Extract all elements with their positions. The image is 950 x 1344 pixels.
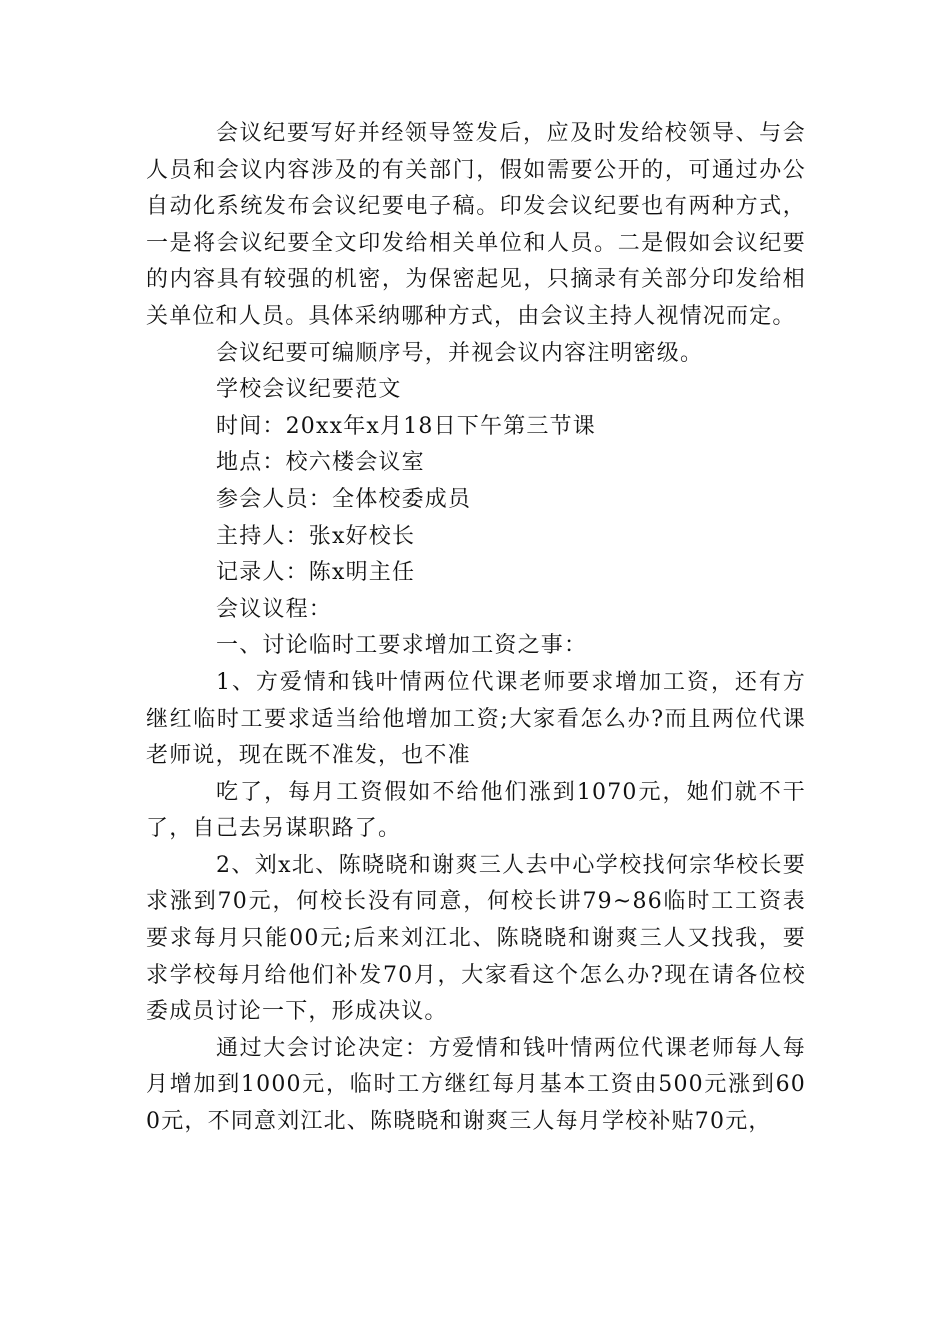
discussion-paragraph: 吃了，每月工资假如不给他们涨到1070元，她们就不干了，自己去另谋职路了。 [146, 779, 806, 842]
paragraph-distribution: 会议纪要写好并经领导签发后，应及时发给校领导、与会人员和会议内容涉及的有关部门，假如需要公开的，可通过办公自动化系统发布会议纪要电子稿。印发会议纪要也有两种方式，一是将会议纪要全文印发给相关单位和人员。二是假如会议纪要的内容具有较强的机密，为保密起见，只摘录有关部分印发给相关单位和人员。具体采纳哪种方式，由会议主持人视情况而定。 [146, 121, 806, 329]
agenda-heading: 会议议程： [216, 596, 333, 622]
meeting-recorder: 记录人：陈x明主任 [216, 560, 416, 586]
meeting-attendees: 参会人员：全体校委成员 [216, 486, 472, 512]
meeting-place: 地点：校六楼会议室 [216, 450, 425, 476]
meeting-host: 主持人：张x好校长 [216, 523, 416, 549]
paragraph-numbering: 会议纪要可编顺序号，并视会议内容注明密级。 [216, 340, 704, 366]
discussion-paragraph: 2、刘x北、陈晓晓和谢爽三人去中心学校找何宗华校长要求涨到70元，何校长没有同意，何校长讲79~86临时工工资表要求每月只能00元;后来刘江北、陈晓晓和谢爽三人又找我，要求学校每月给他们补发70月，大家看这个怎么办?现在请各位校委成员讨论一下，形成决议。 [146, 852, 806, 1025]
discussion-paragraph: 1、方爱情和钱叶情两位代课老师要求增加工资，还有方继红临时工要求适当给他增加工资;大家看怎么办?而且两位代课老师说，现在既不准发，也不准 [146, 669, 806, 769]
sample-title: 学校会议纪要范文 [216, 377, 402, 403]
decision-paragraph: 通过大会讨论决定：方爱情和钱叶情两位代课老师每人每月增加到1000元，临时工方继红每月基本工资由500元涨到600元，不同意刘江北、陈晓晓和谢爽三人每月学校补贴70元， [146, 1035, 806, 1135]
meeting-time: 时间：20xx年x月18日下午第三节课 [216, 413, 597, 439]
agenda-item-1: 一、讨论临时工要求增加工资之事： [216, 633, 588, 659]
document-body [146, 116, 806, 1141]
